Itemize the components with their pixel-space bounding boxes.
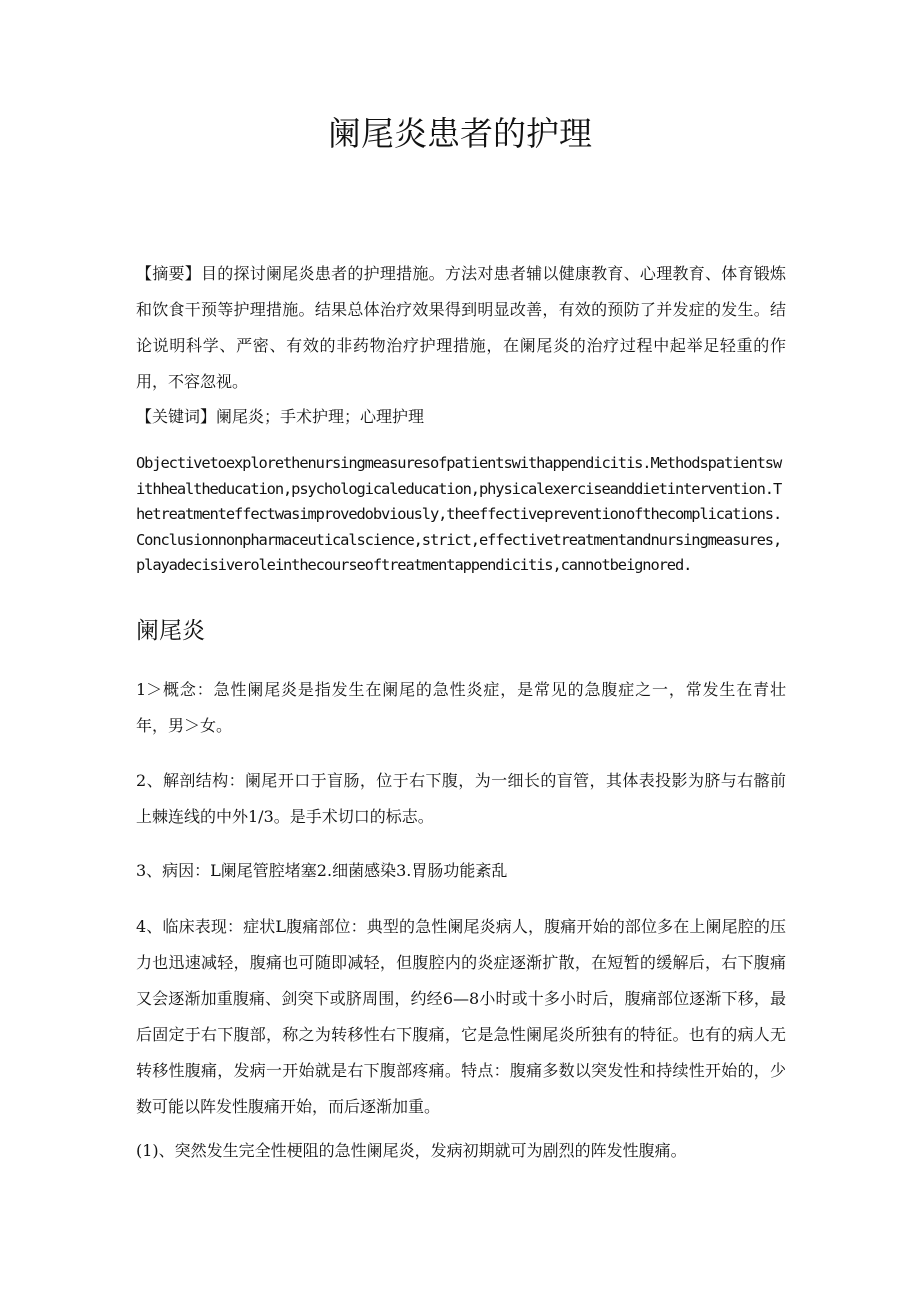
paragraph-etiology: 3、病因：L阑尾管腔堵塞2.细菌感染3.胃肠功能紊乱 (136, 861, 508, 880)
abstract-paragraph: 【摘要】目的探讨阑尾炎患者的护理措施。方法对患者辅以健康教育、心理教育、体育锻炼和饮食干预等护理措施。结果总体治疗效果得到明显改善，有效的预防了并发症的发生。结论说明科学、严密、有效的非药物治疗护理措施，在阑尾炎的治疗过程中起举足轻重的作用，不容忽视。 (136, 264, 786, 391)
english-abstract: Objectivetoexplorethenursingmeasuresofpatientswithappendicitis.Methodspatientswithhealtheducation,psychologicaleducation,physicalexerciseanddietintervention.Thetreatmenteffectwasimprovedobviously,theeffectivepreventionofthecomplications.Conclusionnonpharmaceuticalscience,strict,effectivetreatmentandnursingmeasures,playadecisiveroleinthecourseoftreatmentappendicitis,cannotbeignored. (136, 454, 782, 574)
paragraph-concept: 1＞概念：急性阑尾炎是指发生在阑尾的急性炎症，是常见的急腹症之一，常发生在青壮年，男＞女。 (136, 680, 786, 735)
paragraph-obstruction: (1)、突然发生完全性梗阻的急性阑尾炎，发病初期就可为剧烈的阵发性腹痛。 (136, 1141, 687, 1160)
paragraph-clinical: 4、临床表现：症状L腹痛部位：典型的急性阑尾炎病人，腹痛开始的部位多在上阑尾腔的压力也迅速减轻，腹痛也可随即减轻，但腹腔内的炎症逐渐扩散，在短暂的缓解后，右下腹痛又会逐渐加重腹痛、剑突下或脐周围，约经6—8小时或十多小时后，腹痛部位逐渐下移，最后固定于右下腹部，称之为转移性右下腹痛，它是急性阑尾炎所独有的特征。也有的病人无转移性腹痛，发病一开始就是右下腹部疼痛。特点：腹痛多数以突发性和持续性开始的，少数可能以阵发性腹痛开始，而后逐渐加重。 (136, 917, 786, 1116)
paragraph-anatomy: 2、解剖结构：阑尾开口于盲肠，位于右下腹，为一细长的盲管，其体表投影为脐与右髂前上棘连线的中外1/3。是手术切口的标志。 (136, 771, 786, 826)
section-heading: 阑尾炎 (136, 618, 205, 644)
document-title: 阑尾炎患者的护理 (328, 114, 592, 153)
keywords-line: 【关键词】阑尾炎；手术护理；心理护理 (136, 407, 425, 426)
